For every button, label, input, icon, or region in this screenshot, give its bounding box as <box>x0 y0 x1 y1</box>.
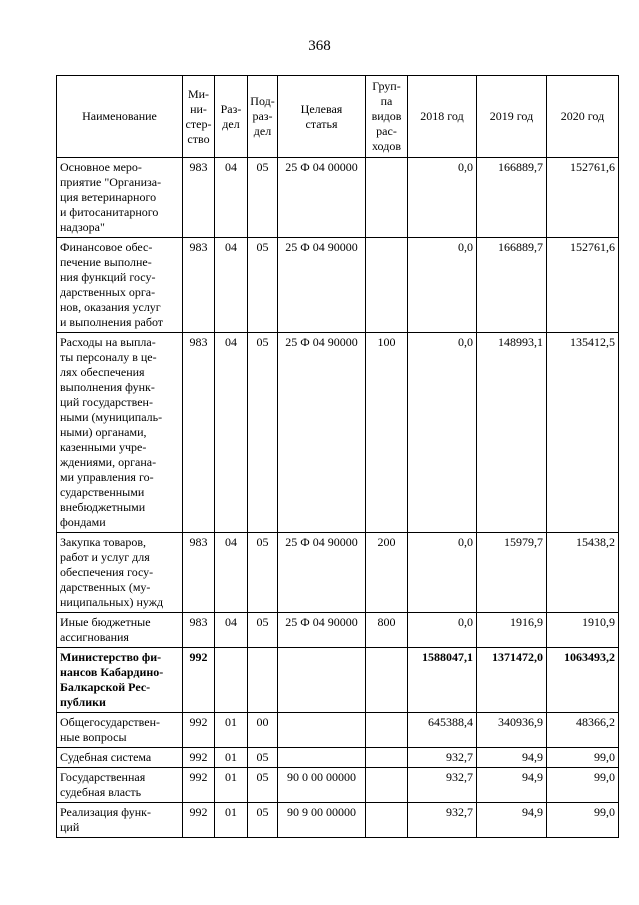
cell-group <box>366 648 408 713</box>
cell-y2020: 1063493,2 <box>547 648 619 713</box>
cell-group <box>366 158 408 238</box>
page-number: 368 <box>308 38 331 54</box>
cell-ministry: 992 <box>183 648 215 713</box>
table-row <box>57 613 619 648</box>
cell-name: Закупка товаров, работ и услуг для обеспечения госу- дарственных (му- ниципальных) нужд <box>57 533 183 613</box>
cell-target: 25 Ф 04 00000 <box>278 158 366 238</box>
cell-name: Государственная судебная власть <box>57 768 183 803</box>
cell-target: 25 Ф 04 90000 <box>278 238 366 333</box>
cell-y2018: 0,0 <box>408 613 477 648</box>
cell-ministry: 983 <box>183 613 215 648</box>
cell-name: Судебная система <box>57 748 183 768</box>
cell-subsection: 05 <box>248 158 278 238</box>
table-row <box>57 648 619 713</box>
cell-section: 01 <box>215 803 248 838</box>
cell-subsection: 00 <box>248 713 278 748</box>
header-group <box>366 76 408 158</box>
cell-y2019: 94,9 <box>477 748 547 768</box>
cell-ministry: 983 <box>183 158 215 238</box>
cell-ministry: 983 <box>183 333 215 533</box>
cell-section: 04 <box>215 238 248 333</box>
cell-y2018: 932,7 <box>408 768 477 803</box>
cell-name: Общегосударствен- ные вопросы <box>57 713 183 748</box>
cell-section: 01 <box>215 713 248 748</box>
table-header-row <box>57 76 619 158</box>
cell-ministry: 992 <box>183 713 215 748</box>
cell-target: 25 Ф 04 90000 <box>278 613 366 648</box>
cell-y2018: 0,0 <box>408 533 477 613</box>
cell-y2018: 645388,4 <box>408 713 477 748</box>
cell-ministry: 983 <box>183 238 215 333</box>
cell-target: 25 Ф 04 90000 <box>278 533 366 613</box>
header-target <box>278 76 366 158</box>
cell-ministry: 992 <box>183 748 215 768</box>
cell-group <box>366 748 408 768</box>
cell-group: 200 <box>366 533 408 613</box>
cell-y2018: 932,7 <box>408 748 477 768</box>
cell-ministry: 992 <box>183 803 215 838</box>
table-row <box>57 533 619 613</box>
cell-y2020: 15438,2 <box>547 533 619 613</box>
cell-y2020: 99,0 <box>547 748 619 768</box>
cell-target <box>278 748 366 768</box>
cell-subsection: 05 <box>248 768 278 803</box>
cell-name: Основное меро- приятие "Организа- ция ветеринарного и фитосанитарного надзора" <box>57 158 183 238</box>
cell-ministry: 983 <box>183 533 215 613</box>
cell-y2019: 340936,9 <box>477 713 547 748</box>
cell-y2019: 166889,7 <box>477 238 547 333</box>
cell-section: 04 <box>215 158 248 238</box>
cell-y2018: 1588047,1 <box>408 648 477 713</box>
cell-name: Расходы на выпла- ты персоналу в це- лях обеспечения выполнения функ- ций государствен- ными (муниципаль- ными) органами, казенными учре- ждениями, органа- ми управления го- сударственными внебюджетными фондами <box>57 333 183 533</box>
cell-target <box>278 648 366 713</box>
header-subsection-label: Под- раз- дел <box>250 94 275 138</box>
header-target-label: Целевая статья <box>300 101 343 131</box>
cell-subsection: 05 <box>248 803 278 838</box>
cell-name: Иные бюджетные ассигнования <box>57 613 183 648</box>
header-section <box>215 76 248 158</box>
table-row <box>57 768 619 803</box>
header-2018: 2018 год <box>408 76 477 158</box>
cell-group <box>366 713 408 748</box>
cell-section: 01 <box>215 748 248 768</box>
cell-y2019: 148993,1 <box>477 333 547 533</box>
cell-section: 04 <box>215 533 248 613</box>
cell-subsection: 05 <box>248 533 278 613</box>
cell-target: 25 Ф 04 90000 <box>278 333 366 533</box>
header-subsection <box>248 76 278 158</box>
cell-ministry: 992 <box>183 768 215 803</box>
cell-group <box>366 238 408 333</box>
cell-y2018: 932,7 <box>408 803 477 838</box>
cell-y2020: 135412,5 <box>547 333 619 533</box>
table-row <box>57 748 619 768</box>
cell-y2019: 1916,9 <box>477 613 547 648</box>
cell-y2019: 166889,7 <box>477 158 547 238</box>
cell-target: 90 0 00 00000 <box>278 768 366 803</box>
cell-y2020: 152761,6 <box>547 158 619 238</box>
cell-section: 01 <box>215 768 248 803</box>
cell-y2020: 1910,9 <box>547 613 619 648</box>
cell-name: Финансовое обес- печение выполне- ния функций госу- дарственных орга- нов, оказания услуг и выполнения работ <box>57 238 183 333</box>
header-group-label: Груп- па видов рас- ходов <box>371 79 402 153</box>
table-row <box>57 158 619 238</box>
cell-y2019: 94,9 <box>477 803 547 838</box>
cell-name: Реализация функ- ций <box>57 803 183 838</box>
cell-section: 04 <box>215 613 248 648</box>
header-ministry-label: Ми- ни- стер- ство <box>185 86 212 146</box>
cell-subsection: 05 <box>248 613 278 648</box>
cell-y2019: 94,9 <box>477 768 547 803</box>
cell-y2020: 48366,2 <box>547 713 619 748</box>
cell-group <box>366 768 408 803</box>
table-row <box>57 333 619 533</box>
cell-group <box>366 803 408 838</box>
cell-target <box>278 713 366 748</box>
cell-y2018: 0,0 <box>408 333 477 533</box>
cell-name: Министерство фи- нансов Кабардино- Балкарской Рес- публики <box>57 648 183 713</box>
cell-y2018: 0,0 <box>408 238 477 333</box>
cell-y2019: 1371472,0 <box>477 648 547 713</box>
cell-section <box>215 648 248 713</box>
table-row <box>57 713 619 748</box>
header-2019: 2019 год <box>477 76 547 158</box>
cell-y2019: 15979,7 <box>477 533 547 613</box>
cell-y2020: 99,0 <box>547 803 619 838</box>
header-2020: 2020 год <box>547 76 619 158</box>
header-name: Наименование <box>57 76 183 158</box>
cell-subsection <box>248 648 278 713</box>
cell-subsection: 05 <box>248 333 278 533</box>
cell-group: 800 <box>366 613 408 648</box>
table-row <box>57 803 619 838</box>
cell-section: 04 <box>215 333 248 533</box>
budget-table <box>56 75 619 838</box>
header-ministry <box>183 76 215 158</box>
table-row <box>57 238 619 333</box>
cell-subsection: 05 <box>248 748 278 768</box>
cell-group: 100 <box>366 333 408 533</box>
cell-y2020: 99,0 <box>547 768 619 803</box>
header-section-label: Раз- дел <box>220 101 242 131</box>
cell-y2020: 152761,6 <box>547 238 619 333</box>
cell-target: 90 9 00 00000 <box>278 803 366 838</box>
cell-y2018: 0,0 <box>408 158 477 238</box>
cell-subsection: 05 <box>248 238 278 333</box>
